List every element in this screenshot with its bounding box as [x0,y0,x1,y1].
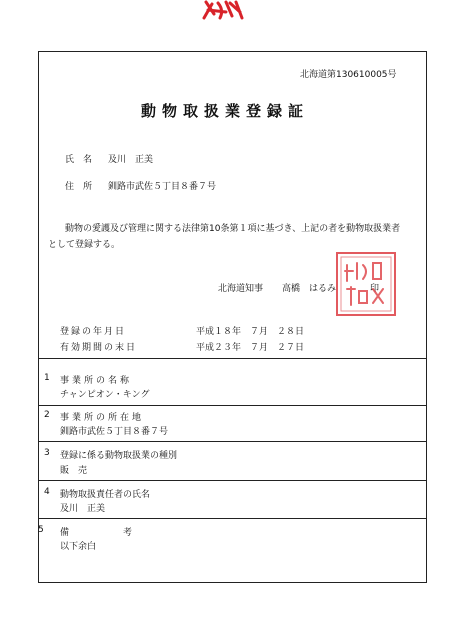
item-value: チャンピオン・キング [60,390,150,400]
name-value: 及川 正美 [108,155,154,165]
registration-date-value: 平成１８年 ７月 ２８日 [196,327,305,337]
item-label: 備 考 [60,528,133,538]
item-label: 事業所の所在地 [60,413,145,423]
expiry-date-value: 平成２３年 ７月 ２７日 [196,343,305,353]
address-value: 釧路市武佐５丁目８番７号 [108,182,217,192]
statement-line-1: 動物の愛護及び管理に関する法律第10条第１項に基づき、上記の者を動物取扱業者 [65,224,401,234]
divider-3 [38,441,427,442]
registration-date-label: 登録の年月日 [60,327,127,337]
document-title: 動物取扱業登録証 [140,102,309,120]
divider-5 [38,518,427,519]
document-number: 北海道第130610005号 [300,70,397,80]
item-value: 販 売 [60,466,88,476]
item-label: 登録に係る動物取扱業の種別 [60,451,178,461]
item-number: 3 [44,448,50,458]
item-value: 以下余白 [60,542,97,552]
item-value: 及川 正美 [60,504,106,514]
divider-1 [38,358,427,359]
item-number: 4 [44,487,50,497]
partial-seal-mark [196,0,256,22]
item-number: 2 [44,410,50,420]
divider-4 [38,480,427,481]
issuer-name: 高橋 はるみ [282,284,337,294]
issuer-title: 北海道知事 [218,284,264,294]
item-number: 1 [44,373,50,383]
item-number: 5 [38,525,44,535]
item-label: 動物取扱責任者の氏名 [60,490,151,500]
divider-2 [38,405,427,406]
statement-line-2: として登録する。 [48,240,121,250]
item-value: 釧路市武佐５丁目８番７号 [60,427,169,437]
name-label: 氏 名 [65,155,93,165]
address-label: 住 所 [65,182,93,192]
issuer-seal-char: 印 [370,284,380,294]
item-label: 事業所の名称 [60,376,133,386]
expiry-date-label: 有効期間の末日 [60,343,138,353]
governor-seal [335,251,397,317]
